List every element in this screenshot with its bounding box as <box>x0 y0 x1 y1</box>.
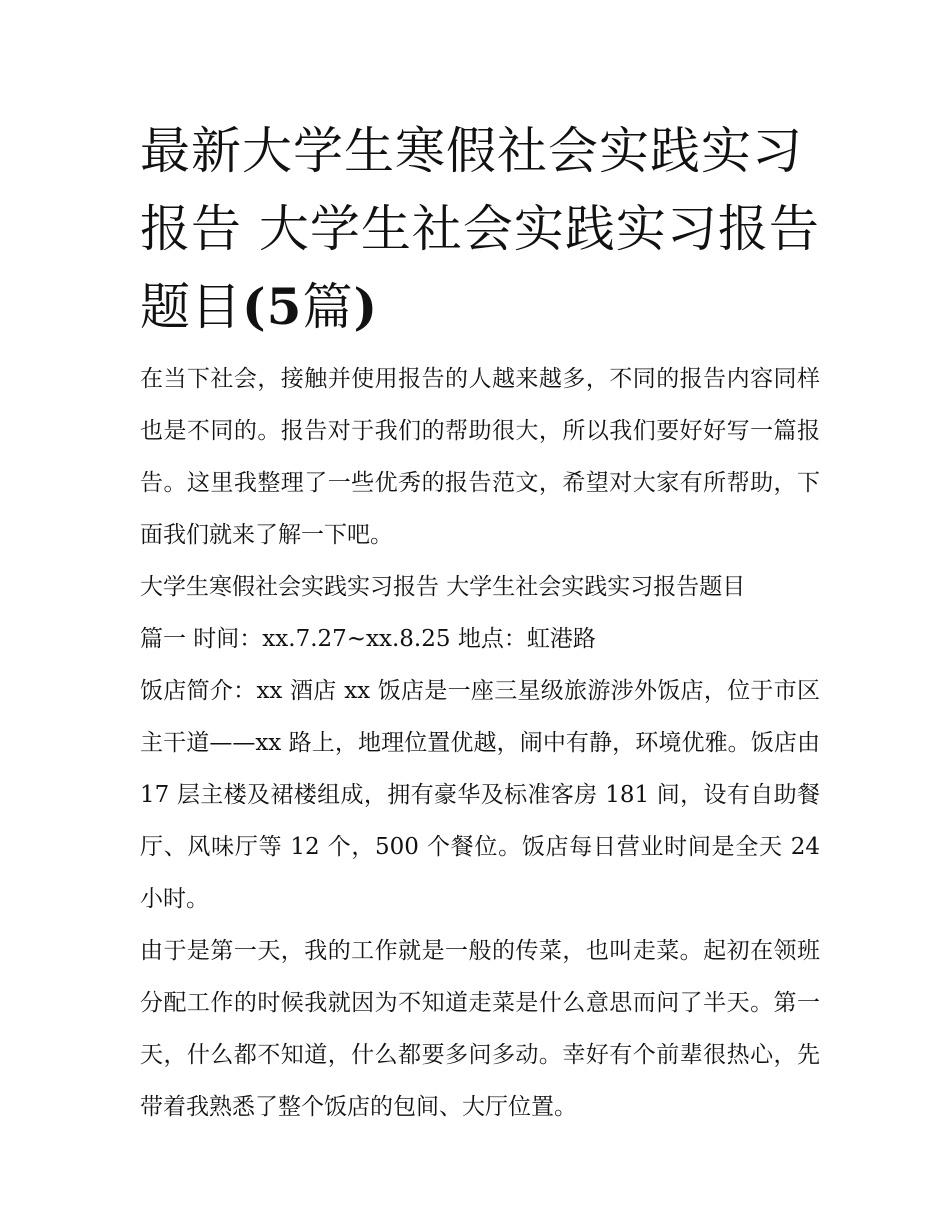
intro-paragraph: 在当下社会，接触并使用报告的人越来越多，不同的报告内容同样也是不同的。报告对于我们的帮助很大，所以我们要好好写一篇报告。这里我整理了一些优秀的报告范文，希望对大家有所帮助，下面我们就来了解一下吧。 <box>140 366 820 548</box>
hotel-intro-paragraph: 饭店简介：xx 酒店 xx 饭店是一座三星级旅游涉外饭店，位于市区主干道——xx 路上，地理位置优越，闹中有静，环境优雅。饭店由 17 层主楼及裙楼组成，拥有豪华及标准客房 181 间，设有自助餐厅、风味厅等 12 个，500 个餐位。饭店每日营业时间是全天 24 小时。 <box>140 678 820 912</box>
section-heading: 大学生寒假社会实践实习报告 大学生社会实践实习报告题目 <box>140 574 746 600</box>
first-day-paragraph: 由于是第一天，我的工作就是一般的传菜，也叫走菜。起初在领班分配工作的时候我就因为不知道走菜是什么意思而问了半天。第一天，什么都不知道，什么都要多问多动。幸好有个前辈很热心，先带着我熟悉了整个饭店的包间、大厅位置。 <box>140 938 820 1120</box>
title-count-open: (5 <box>242 277 303 336</box>
title-count-close: ) <box>353 277 379 336</box>
document-body <box>140 353 820 1133</box>
title-count-unit: 篇 <box>302 278 354 336</box>
title-text: 最新大学生寒假社会实践实习报告 大学生社会实践实习报告题目 <box>140 122 820 336</box>
document-title <box>140 112 820 346</box>
time-location-line: 篇一 时间：xx.7.27~xx.8.25 地点：虹港路 <box>140 626 596 652</box>
